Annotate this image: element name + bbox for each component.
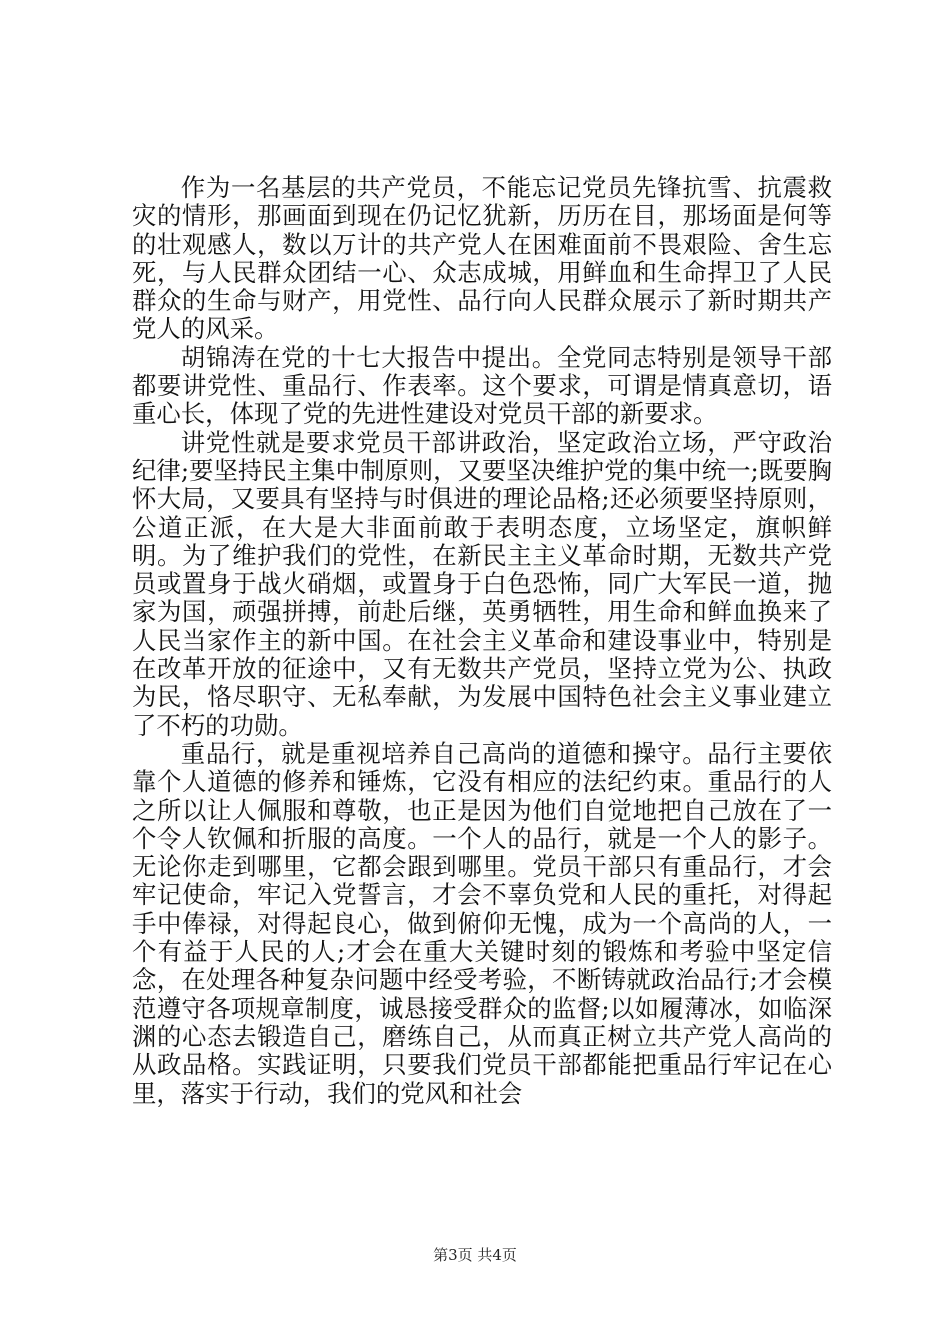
page-footer: 第3页 共4页 [433,1246,517,1264]
document-body [132,174,832,1108]
paragraph-4: 重品行，就是重视培养自己高尚的道德和操守。品行主要依靠个人道德的修养和锤炼，它没有相应的法纪约束。重品行的人之所以让人佩服和尊敬，也正是因为他们自觉地把自己放在了一个令人钦佩和折服的高度。一个人的品行，就是一个人的影子。无论你走到哪里，它都会跟到哪里。党员干部只有重品行，才会牢记使命，牢记入党誓言，才会不辜负党和人民的重托，对得起手中俸禄，对得起良心，做到俯仰无愧，成为一个高尚的人，一个有益于人民的人;才会在重大关键时刻的锻炼和考验中坚定信念，在处理各种复杂问题中经受考验，不断铸就政治品行;才会模范遵守各项规章制度，诚恳接受群众的监督;以如履薄冰，如临深渊的心态去锻造自己，磨练自己，从而真正树立共产党人高尚的从政品格。实践证明，只要我们党员干部都能把重品行牢记在心里，落实于行动，我们的党风和社会 [132,738,832,1108]
paragraph-1: 作为一名基层的共产党员，不能忘记党员先锋抗雪、抗震救灾的情形，那画面到现在仍记忆犹新，历历在目，那场面是何等的壮观感人，数以万计的共产党人在困难面前不畏艰险、舍生忘死，与人民群众团结一心、众志成城，用鲜血和生命捍卫了人民群众的生命与财产，用党性、品行向人民群众展示了新时期共产党人的风采。 [132,173,832,344]
paragraph-2: 胡锦涛在党的十七大报告中提出。全党同志特别是领导干部都要讲党性、重品行、作表率。这个要求，可谓是情真意切，语重心长，体现了党的先进性建设对党员干部的新要求。 [132,342,832,429]
paragraph-3: 讲党性就是要求党员干部讲政治，坚定政治立场，严守政治纪律;要坚持民主集中制原则，又要坚决维护党的集中统一;既要胸怀大局，又要具有坚持与时俱进的理论品格;还必须要坚持原则，公道正派，在大是大非面前敢于表明态度，立场坚定，旗帜鲜明。为了维护我们的党性，在新民主主义革命时期，无数共产党员或置身于战火硝烟，或置身于白色恐怖，同广大军民一道，抛家为国，顽强拼搏，前赴后继，英勇牺牲，用生命和鲜血换来了人民当家作主的新中国。在社会主义革命和建设事业中，特别是在改革开放的征途中，又有无数共产党员，坚持立党为公、执政为民，恪尽职守、无私奉献，为发展中国特色社会主义事业建立了不朽的功勋。 [132,427,832,740]
